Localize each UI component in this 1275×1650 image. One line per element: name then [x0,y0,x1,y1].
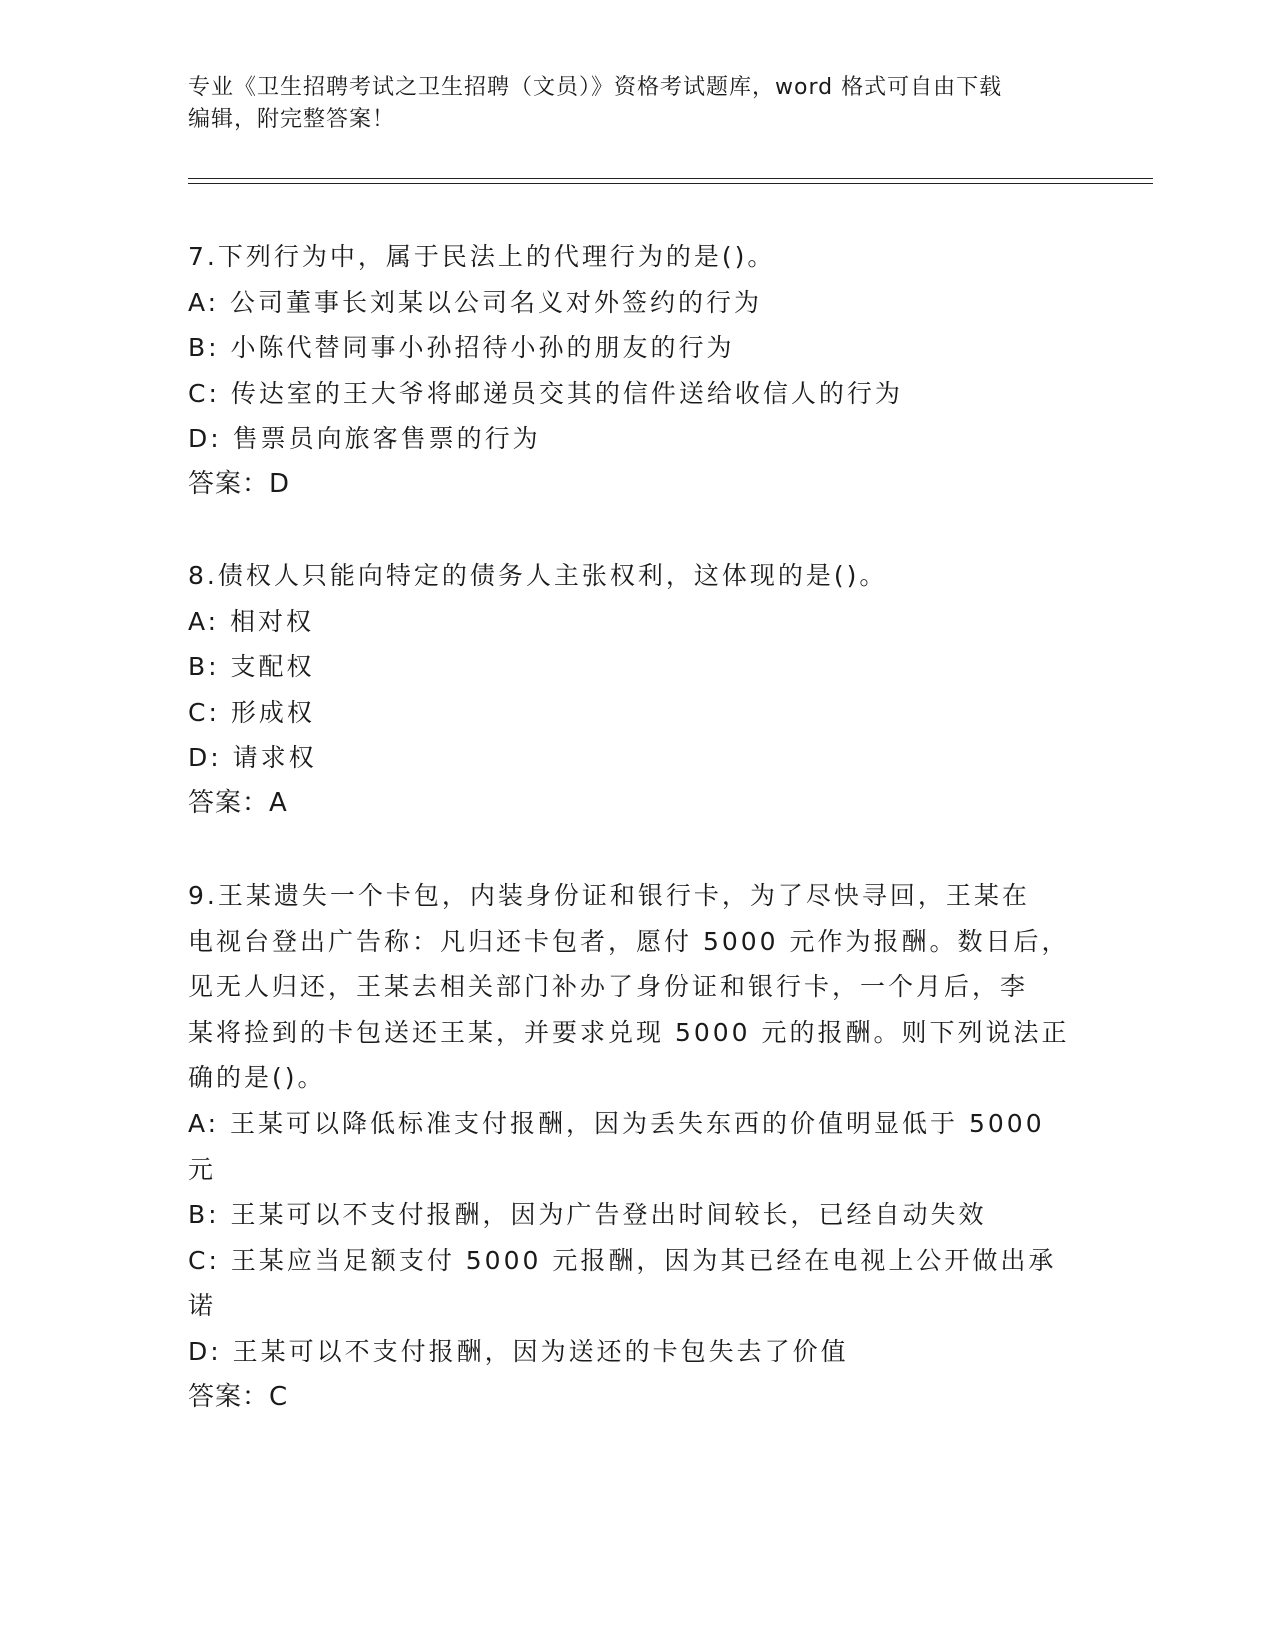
question-8 [188,553,1088,827]
header-line-2: 编辑，附完整答案！ [188,107,396,132]
header-line-1: 专业《卫生招聘考试之卫生招聘（文员）》资格考试题库，word 格式可自由下载 [188,75,1003,100]
question-stem-line: 9.王某遗失一个卡包，内装身份证和银行卡，为了尽快寻回，王某在 [188,881,1030,910]
option-b: B: 小陈代替同事小孙招待小孙的朋友的行为 [188,333,735,363]
answer-line: 答案：A [188,787,288,818]
question-stem-line: 见无人归还，王某去相关部门补办了身份证和银行卡，一个月后，李 [188,972,1029,1002]
option-c: C: 王某应当足额支付 5000 元报酬，因为其已经在电视上公开做出承 [188,1245,1057,1275]
option-c-continued: 诺 [188,1291,217,1321]
document-header [188,72,1088,136]
option-b: B: 支配权 [188,652,315,682]
question-stem: 8.债权人只能向特定的债务人主张权利，这体现的是()。 [188,561,888,590]
option-a: A: 王某可以降低标准支付报酬，因为丢失东西的价值明显低于 5000 [188,1108,1045,1138]
option-c: C: 传达室的王大爷将邮递员交其的信件送给收信人的行为 [188,378,903,408]
question-9 [188,873,1088,1420]
option-a: A: 相对权 [188,606,315,636]
answer-line: 答案：C [188,1381,289,1412]
answer-line: 答案：D [188,468,291,499]
option-a-continued: 元 [188,1154,217,1184]
option-a: A: 公司董事长刘某以公司名义对外签约的行为 [188,287,763,317]
question-stem-line: 确的是()。 [188,1063,326,1093]
question-7 [188,234,1088,508]
option-d: D: 售票员向旅客售票的行为 [188,424,541,454]
question-stem-line: 某将捡到的卡包送还王某，并要求兑现 5000 元的报酬。则下列说法正 [188,1017,1070,1047]
option-b: B: 王某可以不支付报酬，因为广告登出时间较长，已经自动失效 [188,1200,987,1230]
question-stem: 7.下列行为中，属于民法上的代理行为的是()。 [188,242,776,271]
header-divider-top [188,178,1153,179]
option-d: D: 王某可以不支付报酬，因为送还的卡包失去了价值 [188,1336,849,1366]
header-divider-bottom [188,183,1153,184]
option-d: D: 请求权 [188,743,317,773]
question-stem-line: 电视台登出广告称：凡归还卡包者，愿付 5000 元作为报酬。数日后， [188,926,1070,956]
option-c: C: 形成权 [188,697,315,727]
